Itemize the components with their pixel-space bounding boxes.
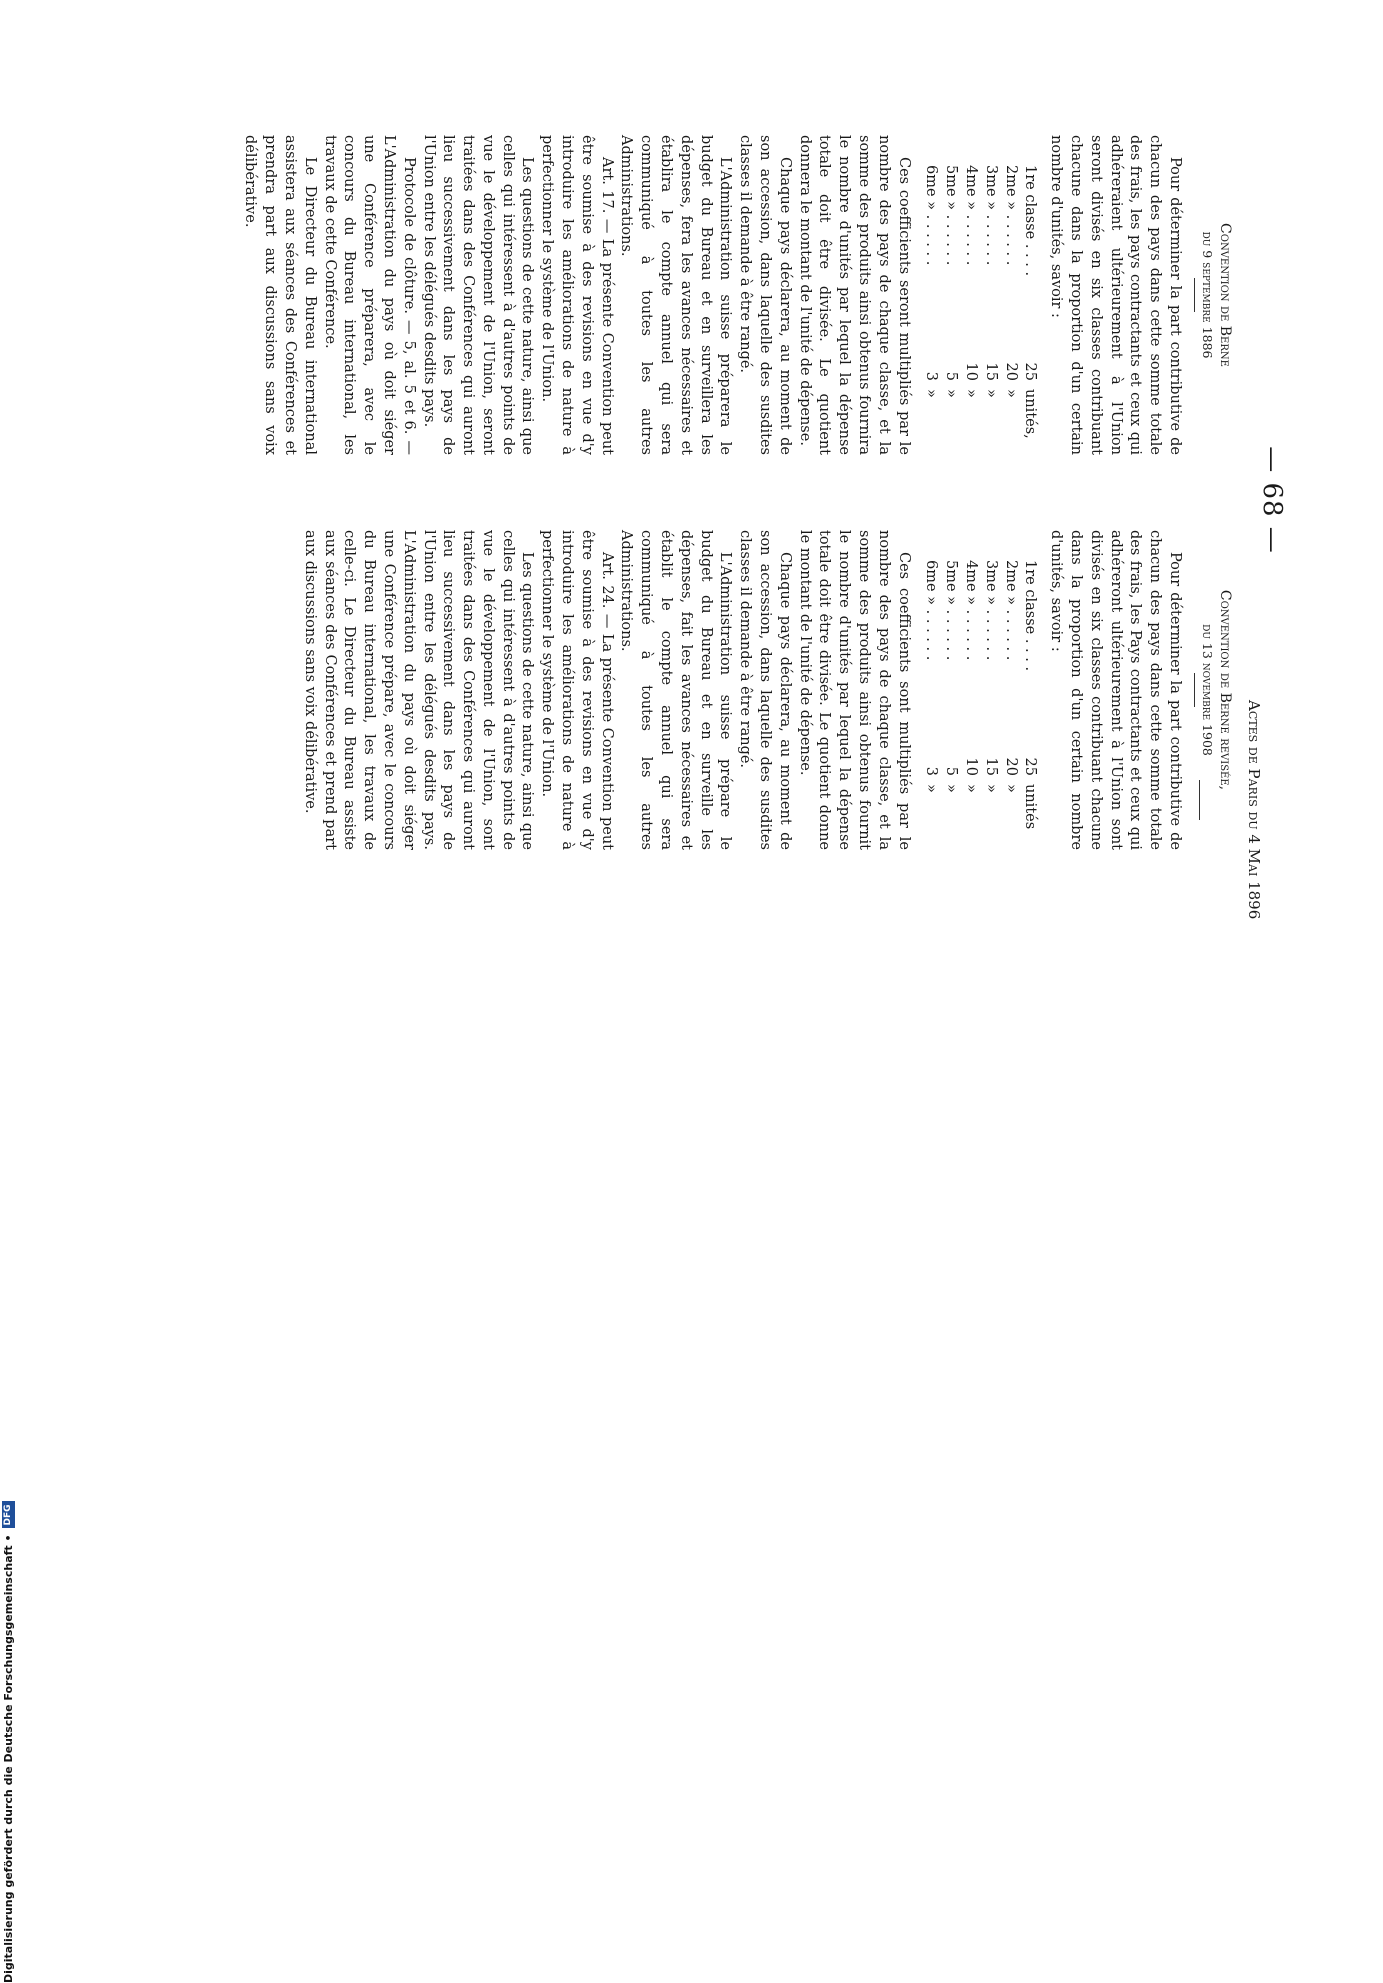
page-number: — 68 —	[1257, 446, 1287, 554]
left-column-heading	[1199, 135, 1233, 455]
class-label: 5me » . . . . . .	[943, 165, 960, 266]
right-heading-date: du 13 novembre 1908	[1200, 624, 1215, 756]
class-label: 2me » . . . . . .	[1002, 165, 1019, 266]
class-row	[921, 560, 941, 850]
unit-label: »	[1002, 784, 1019, 793]
left-heading-title: Convention de Berne	[1217, 223, 1233, 367]
class-label: 3me » . . . . . .	[982, 560, 999, 661]
left-heading-rule	[1194, 278, 1195, 312]
class-units: 3	[923, 371, 940, 381]
class-units: 3	[923, 766, 940, 776]
unit-label: »	[923, 784, 940, 793]
class-units: 10	[963, 362, 980, 381]
class-units: 15	[982, 757, 999, 776]
funding-credit	[0, 983, 1383, 1983]
paragraph: Protocole de clôture. — 5, al. 5 et 6. — L'Administration du pays où doit siéger une Conférence préparera, avec le concours du Bureau international, les travaux de cette Conférence.	[321, 135, 417, 455]
left-column	[240, 135, 1233, 455]
left-heading-date: du 9 septembre 1886	[1200, 231, 1215, 359]
class-label: 6me » . . . . . .	[923, 560, 940, 661]
paragraph: L'Administration suisse prépare le budget du Bureau et en surveille les dépenses, fait les avances nécessaires et établit le compte annuel qui sera communiqué à toutes les autres Administrations.	[618, 530, 734, 850]
class-units: 15	[982, 362, 999, 381]
paragraph: Chaque pays déclarera, au moment de son accession, dans laquelle des susdites classes il demande à être rangé.	[737, 135, 793, 455]
funding-credit-text: Digitalisierung gefördert durch die Deutsche Forschungsgemeinschaft •	[2, 1534, 15, 1983]
unit-label: unités	[1022, 784, 1039, 830]
class-units: 20	[1002, 757, 1019, 776]
class-units: 10	[963, 757, 980, 776]
unit-label: unités,	[1022, 389, 1039, 439]
paragraph: Pour déterminer la part contributive de chacun des pays dans cette somme totale des frais, les pays contractants et ceux qui adhéreraient ultérieurement à l'Union seront divisés en six classes contribuant chacune dans la proportion d'un certain nombre d'unités, savoir :	[1048, 135, 1183, 455]
right-heading-rule	[1194, 673, 1195, 707]
paragraph: Ces coefficients seront multipliés par le nombre des pays de chaque classe, et la somme des produits ainsi obtenus fournira le nombre d'unités par lequel la dépense totale doit être divisée. Le quotient donnera le montant de l'unité de dépense.	[796, 135, 912, 455]
paragraph: Art. 17. — La présente Convention peut être soumise à des revisions en vue d'y introduire les améliorations de nature à perfectionner le système de l'Union.	[539, 135, 615, 455]
class-units: 5	[943, 371, 960, 381]
class-units: 5	[943, 766, 960, 776]
paragraph: L'Administration suisse préparera le budget du Bureau et en surveillera les dépenses, fera les avances nécessaires et établira le compte annuel qui sera communiqué à toutes les autres Administrations.	[618, 135, 734, 455]
class-label: 2me » . . . . . .	[1002, 560, 1019, 661]
class-label: 4me » . . . . . .	[963, 165, 980, 266]
left-class-table	[921, 135, 1040, 455]
dfg-logo: DFG	[2, 1501, 15, 1528]
right-column	[299, 530, 1233, 850]
class-row	[1020, 165, 1040, 455]
paragraph: Art. 24. — La présente Convention peut être soumise à des revisions en vue d'y introduire les améliorations de nature à perfectionner le système de l'Union.	[539, 530, 615, 850]
right-heading-title: Convention de Berne revisée,	[1217, 589, 1233, 791]
class-row	[980, 560, 1000, 850]
class-label: 1re classe . . . .	[1022, 560, 1039, 672]
class-row	[980, 165, 1000, 455]
unit-label: »	[963, 389, 980, 398]
class-row	[960, 560, 980, 850]
right-column-heading	[1199, 530, 1233, 850]
class-label: 6me » . . . . . .	[923, 165, 940, 266]
unit-label: »	[1002, 389, 1019, 398]
paragraph: Pour déterminer la part contributive de chacun des pays dans cette somme totale des frais, les Pays contractants et ceux qui adhéreront ultérieurement à l'Union sont divisés en six classes contribuant chacune dans la proportion d'un certain nombre d'unités, savoir :	[1048, 530, 1183, 850]
class-row	[940, 165, 960, 455]
paragraph: Ces coefficients sont multipliés par le nombre des pays de chaque classe, et la somme des produits ainsi obtenus fournit le nombre d'unités par lequel la dépense totale doit être divisée. Le quotient donne le montant de l'unité de dépense.	[796, 530, 912, 850]
class-units: 25	[1022, 757, 1039, 776]
paragraph: Les questions de cette nature, ainsi que celles qui intéressent à d'autres points de vue le développement de l'Union, sont traitées dans des Conférences qui auront lieu successivement dans les pays de l'Union entre les délégués desdits pays. L'Administration du pays où doit siéger une Conférence prépare, avec le concours du Bureau international, les travaux de celle-ci. Le Directeur du Bureau assiste aux séances des Conférences et prend part aux discussions sans voix délibérative.	[301, 530, 536, 850]
paragraph: Le Directeur du Bureau international assistera aux séances des Conférences et prendra part aux discussions sans voix délibérative.	[242, 135, 318, 455]
class-row	[960, 165, 980, 455]
right-class-table	[921, 530, 1040, 850]
paragraph: Les questions de cette nature, ainsi que celles qui intéressent à d'autres points de vue le développement de l'Union, seront traitées dans des Conférences qui auront lieu successivement dans les pays de l'Union entre les délégués desdits pays.	[420, 135, 536, 455]
class-label: 3me » . . . . . .	[982, 165, 999, 266]
unit-label: »	[943, 389, 960, 398]
unit-label: »	[982, 389, 999, 398]
right-paragraphs-before	[1045, 530, 1184, 850]
funding-credit-rotated	[0, 983, 17, 1983]
class-units: 25	[1022, 362, 1039, 381]
class-row	[940, 560, 960, 850]
running-head: Actes de Paris du 4 Mai 1896	[1245, 700, 1263, 920]
paragraph: Chaque pays déclarera, au moment de son accession, dans laquelle des susdites classes il demande à être rangé.	[737, 530, 793, 850]
class-label: 4me » . . . . . .	[963, 560, 980, 661]
class-row	[1000, 165, 1020, 455]
class-row	[1020, 560, 1040, 850]
left-paragraphs-before	[1045, 135, 1184, 455]
class-row	[1000, 560, 1020, 850]
left-paragraphs-after	[240, 135, 913, 455]
right-paragraphs-after	[299, 530, 913, 850]
unit-label: »	[943, 784, 960, 793]
unit-label: »	[923, 389, 940, 398]
class-units: 20	[1002, 362, 1019, 381]
unit-label: »	[963, 784, 980, 793]
class-row	[921, 165, 941, 455]
class-label: 5me » . . . . . .	[943, 560, 960, 661]
unit-label: »	[982, 784, 999, 793]
class-label: 1re classe . . . .	[1022, 165, 1039, 277]
